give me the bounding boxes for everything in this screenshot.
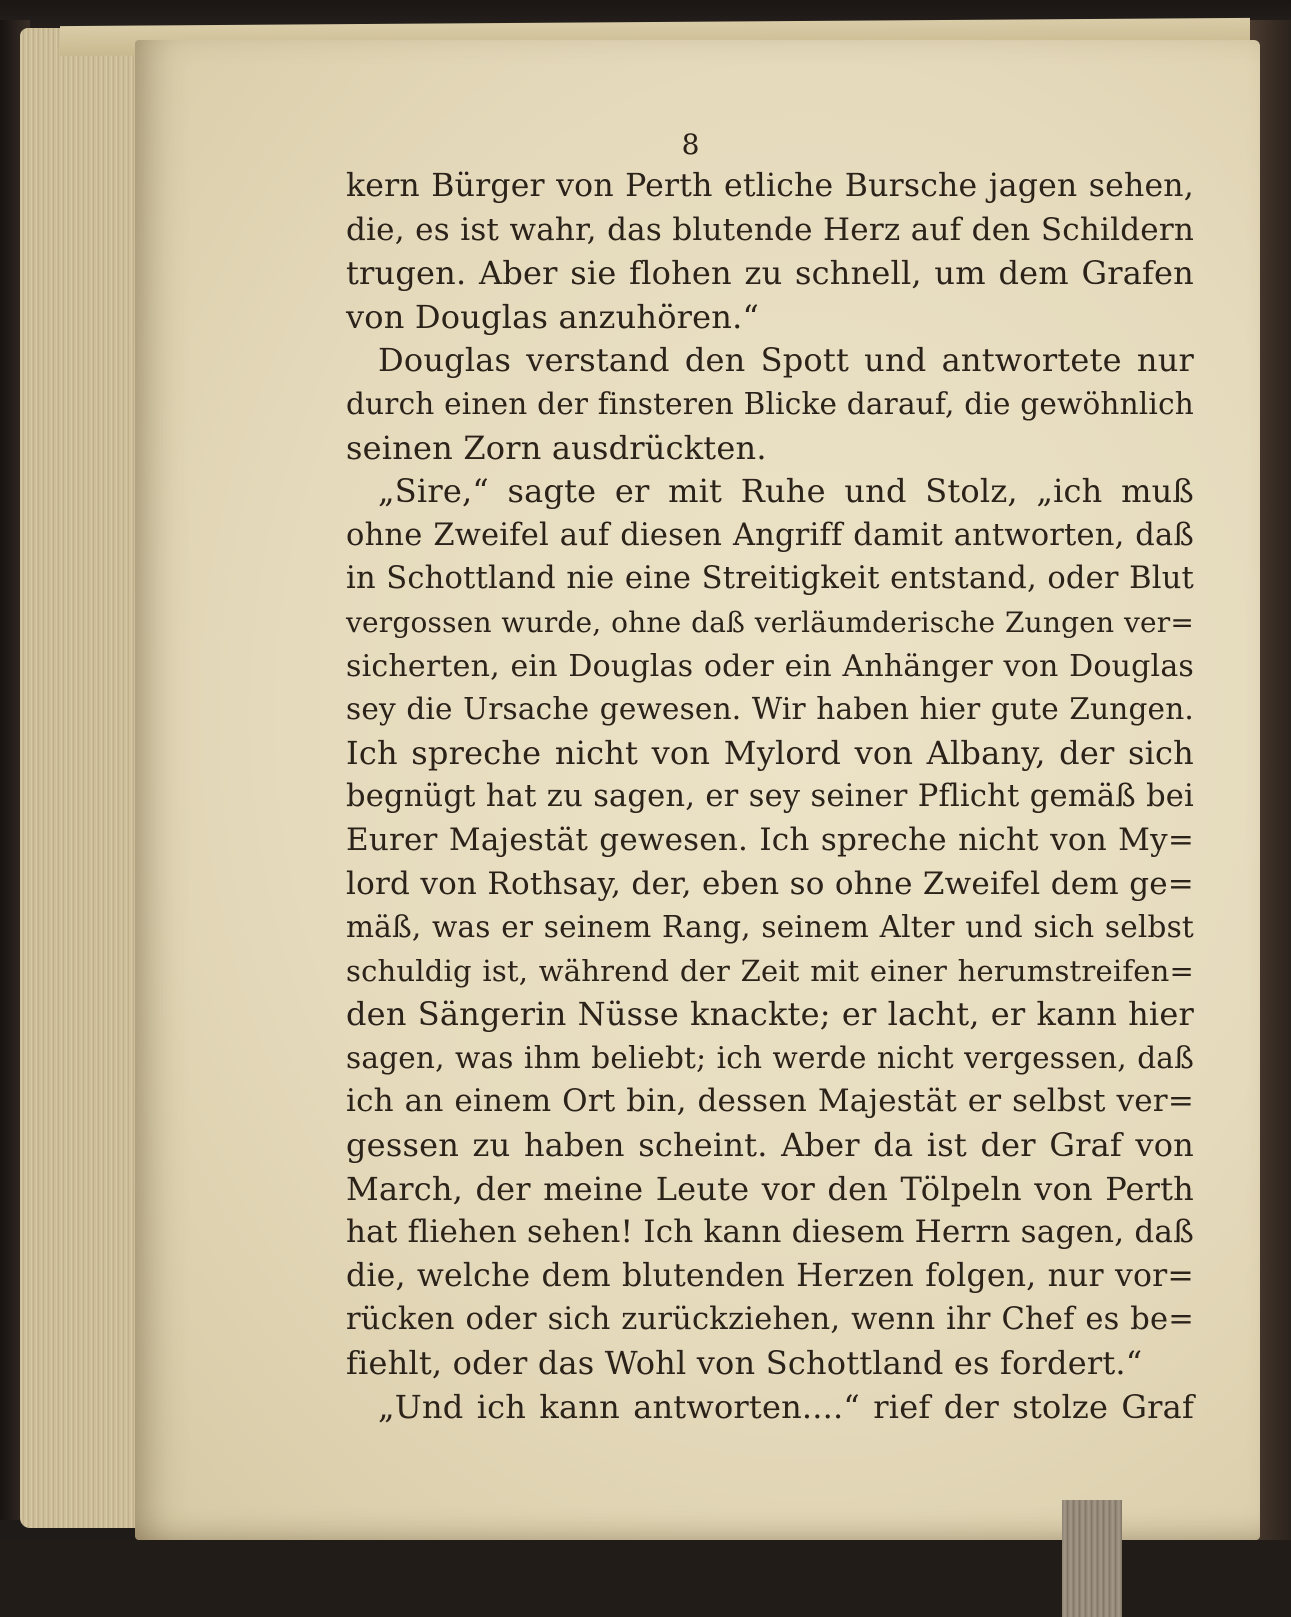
text-line: rücken oder sich zurückziehen, wenn ihr Chef es be= xyxy=(346,1302,1194,1338)
text-line: hat fliehen sehen! Ich kann diesem Herrn sagen, daß xyxy=(346,1214,1194,1251)
text-line: Douglas verstand den Spott und antwortete nur xyxy=(378,341,1194,380)
text-line: ohne Zweifel auf diesen Angriff damit antworten, daß xyxy=(346,517,1194,553)
text-line: den Sängerin Nüsse knackte; er lacht, er kann hier xyxy=(346,995,1194,1034)
text-line: von Douglas anzuhören.“ xyxy=(346,297,760,336)
page-number: 8 xyxy=(681,128,700,161)
text-line: Ich spreche nicht von Mylord von Albany, der sich xyxy=(346,733,1194,772)
text-line: ich an einem Ort bin, dessen Majestät er selbst ver= xyxy=(346,1083,1194,1120)
text-line: kern Bürger von Perth etliche Bursche jagen sehen, xyxy=(346,168,1194,204)
text-line: fiehlt, oder das Wohl von Schottland es fordert.“ xyxy=(346,1344,1143,1383)
text-line: schuldig ist, während der Zeit mit einer herumstreifen= xyxy=(346,953,1194,988)
text-line: die, welche dem blutenden Herzen folgen, nur vor= xyxy=(346,1257,1194,1294)
text-line: begnügt hat zu sagen, er sey seiner Pflicht gemäß bei xyxy=(346,779,1194,815)
text-line: vergossen wurde, ohne daß verläumderische Zungen ver= xyxy=(346,605,1194,639)
text-line: seinen Zorn ausdrückten. xyxy=(346,428,767,467)
ribbon-bookmark xyxy=(1062,1500,1122,1617)
text-line: lord von Rothsay, der, eben so ohne Zweifel dem ge= xyxy=(346,865,1194,902)
text-line: gessen zu haben scheint. Aber da ist der Graf von xyxy=(346,1126,1194,1165)
text-line: sey die Ursache gewesen. Wir haben hier gute Zungen. xyxy=(346,692,1194,727)
text-line: sicherten, ein Douglas oder ein Anhänger von Douglas xyxy=(346,648,1194,684)
text-line: March, der meine Leute vor den Tölpeln von Perth xyxy=(346,1169,1194,1208)
text-line: durch einen der finsteren Blicke darauf, die gewöhnlich xyxy=(346,386,1194,421)
text-line: in Schottland nie eine Streitigkeit entstand, oder Blut xyxy=(346,561,1194,597)
page-text xyxy=(346,165,1194,1429)
text-line: Eurer Majestät gewesen. Ich spreche nicht von My= xyxy=(346,821,1194,858)
text-line: sagen, was ihm beliebt; ich werde nicht vergessen, daß xyxy=(346,1040,1194,1075)
text-line: „Und ich kann antworten....“ rief der stolze Graf xyxy=(378,1387,1194,1426)
text-line: „Sire,“ sagte er mit Ruhe und Stolz, „ich muß xyxy=(378,472,1194,511)
text-line: mäß, was er seinem Rang, seinem Alter und sich selbst xyxy=(346,910,1194,945)
text-line: trugen. Aber sie flohen zu schnell, um dem Grafen xyxy=(346,254,1194,293)
text-line: die, es ist wahr, das blutende Herz auf den Schildern xyxy=(346,211,1194,248)
